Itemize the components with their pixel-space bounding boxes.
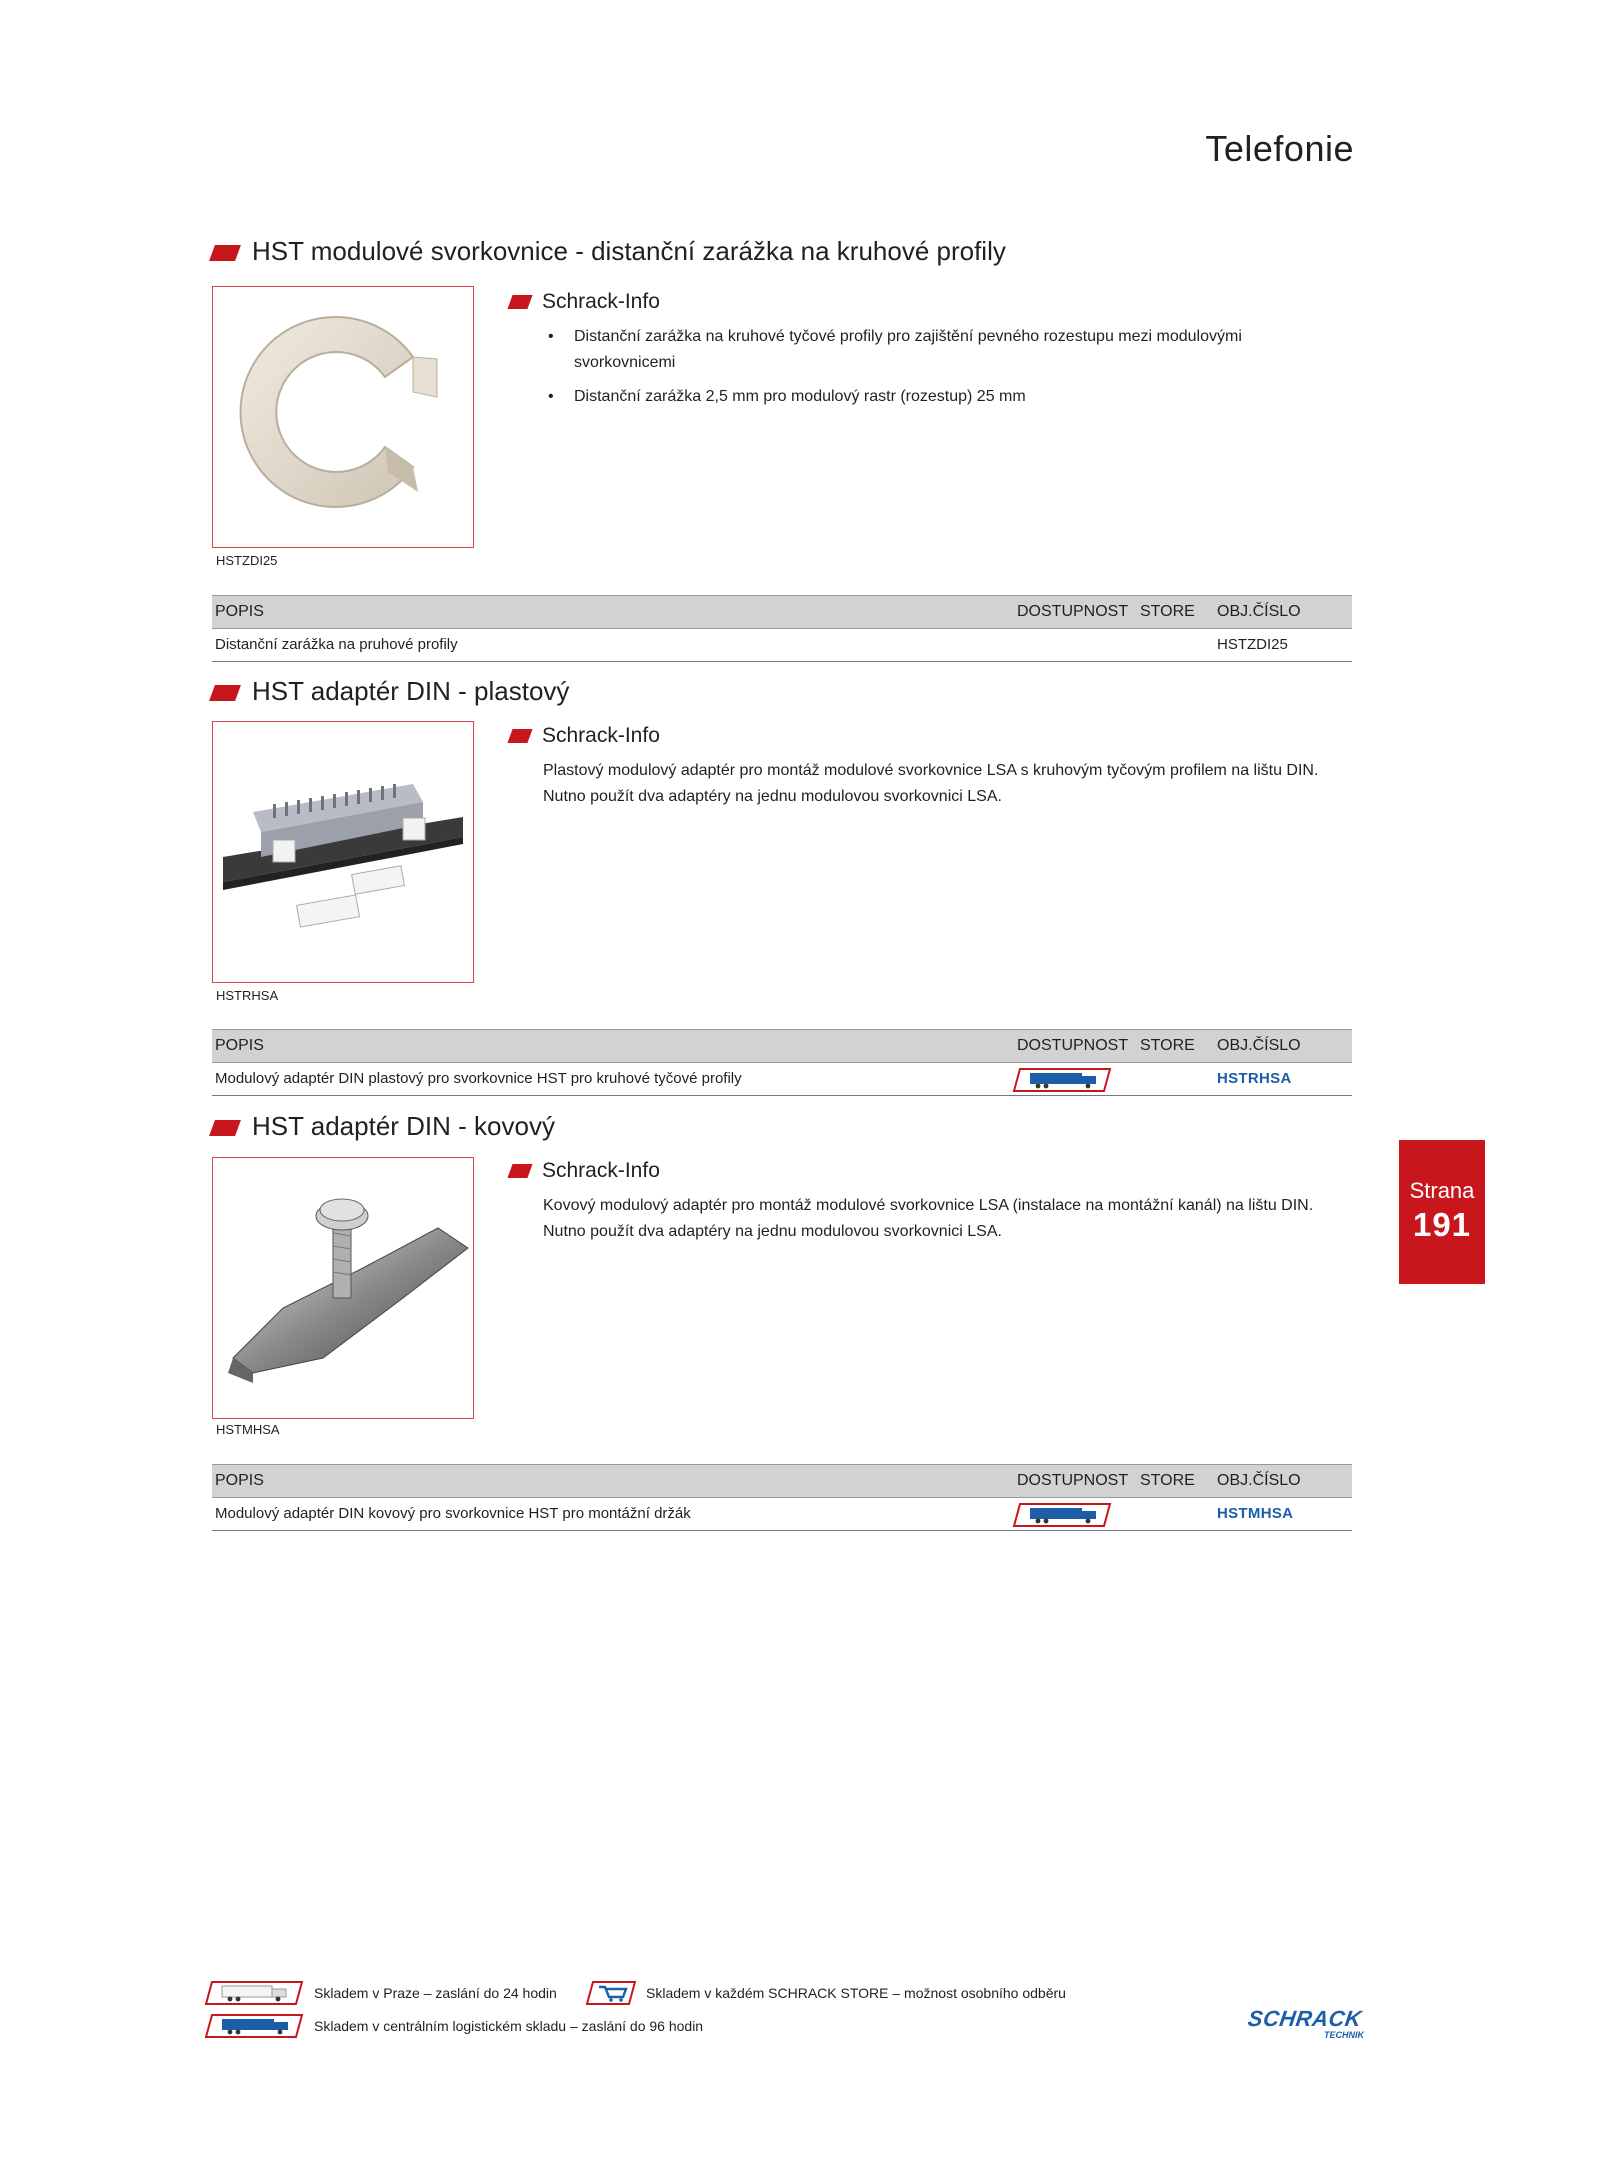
list-item: • Distanční zarážka 2,5 mm pro modulový rastr (rozestup) 25 mm xyxy=(540,384,1340,410)
red-marker-icon xyxy=(209,1120,241,1136)
table-header: POPIS DOSTUPNOST STORE OBJ.ČÍSLO xyxy=(212,1029,1352,1062)
list-item: • Distanční zarážka na kruhové tyčové profily pro zajištění pevného rozestupu mezi modulovými svorkovnicemi xyxy=(540,324,1340,376)
cart-icon xyxy=(585,1980,637,2006)
product-table-3 xyxy=(212,1464,1352,1531)
red-marker-icon xyxy=(507,295,532,309)
product-table-1 xyxy=(212,595,1352,662)
red-marker-icon xyxy=(507,729,532,743)
red-marker-icon xyxy=(209,245,241,261)
table-row: Modulový adaptér DIN kovový pro svorkovnice HST pro montážní držák HSTMHSA xyxy=(212,1497,1352,1531)
spacer-ring-icon xyxy=(213,287,474,548)
truck-blue-icon xyxy=(204,2013,304,2039)
info-text: Kovový modulový adaptér pro montáž modulové svorkovnice LSA (instalace na montážní kanál) na lištu DIN. Nutno použít dva adaptéry na jednu modulovou svorkovnici LSA. xyxy=(543,1197,1314,1240)
page-number: 191 xyxy=(1412,1206,1472,1243)
image-code: HSTRHSA xyxy=(216,988,279,1003)
table-header: POPIS DOSTUPNOST STORE OBJ.ČÍSLO xyxy=(212,595,1352,628)
image-code: HSTMHSA xyxy=(216,1422,280,1437)
schrack-info-heading: Schrack-Info xyxy=(510,1159,660,1183)
schrack-info-heading: Schrack-Info xyxy=(510,724,660,748)
page-label: Strana xyxy=(1409,1178,1475,1203)
legend-central: Skladem v centrálním logistickém skladu – zaslání do 96 hodin xyxy=(314,2018,704,2034)
legend-store: Skladem v každém SCHRACK STORE – možnost osobního odběru xyxy=(646,1985,1066,2001)
table-row: Modulový adaptér DIN plastový pro svorkovnice HST pro kruhové tyčové profily HSTRHSA xyxy=(212,1062,1352,1096)
page-number-tab xyxy=(1399,1140,1485,1284)
image-code: HSTZDI25 xyxy=(216,553,278,568)
truck-icon xyxy=(1012,1067,1112,1093)
legend-prague: Skladem v Praze – zaslání do 24 hodin xyxy=(314,1985,557,2001)
section-title-product-2: HST adaptér DIN - plastový xyxy=(212,676,569,707)
product-table-2 xyxy=(212,1029,1352,1096)
section-title-product-1: HST modulové svorkovnice - distanční zarážka na kruhové profily xyxy=(212,236,1006,267)
din-adapter-metal-icon xyxy=(213,1158,474,1419)
product-image-hstmhsa xyxy=(212,1157,474,1419)
red-marker-icon xyxy=(507,1164,532,1178)
red-marker-icon xyxy=(209,685,241,701)
din-adapter-plastic-icon xyxy=(213,722,474,983)
truck-white-icon xyxy=(204,1980,304,2006)
product-image-hstzdi25 xyxy=(212,286,474,548)
section-title-product-3: HST adaptér DIN - kovový xyxy=(212,1111,555,1142)
page-title: Telefonie xyxy=(1205,128,1354,169)
truck-icon xyxy=(1012,1502,1112,1528)
info-text: Plastový modulový adaptér pro montáž modulové svorkovnice LSA s kruhovým tyčovým profilem na lištu DIN. Nutno použít dva adaptéry na jednu modulovou svorkovnici LSA. xyxy=(543,762,1319,805)
product-image-hstrhsa xyxy=(212,721,474,983)
table-row: Distanční zarážka na pruhové profily HSTZDI25 xyxy=(212,628,1352,662)
schrack-info-heading: Schrack-Info xyxy=(510,290,660,314)
table-header: POPIS DOSTUPNOST STORE OBJ.ČÍSLO xyxy=(212,1464,1352,1497)
info-bullets xyxy=(540,324,1340,418)
schrack-logo: SCHRACK TECHNIK xyxy=(1246,2006,1364,2040)
